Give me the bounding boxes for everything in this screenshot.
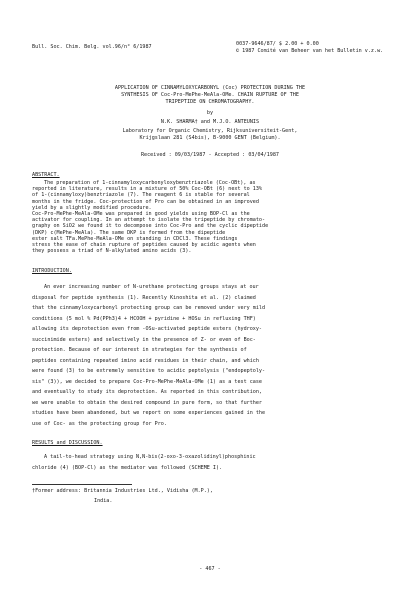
intro-line: we were unable to obtain the desired compound in pure form, so that further [32, 399, 263, 406]
page-number: - 467 - [199, 566, 221, 572]
abstract-line: they possess a triad of N-alkylated amino acids (3). [32, 248, 192, 255]
intro-line: use of Coc- as the protecting group for Pro. [32, 420, 167, 427]
title-block [0, 85, 420, 106]
abstract-line: stress the ease of chain rupture of peptides caused by acidic agents when [32, 242, 256, 249]
abstract-line: of 1-(cinnamyloxy)benztriazole (7). The reagent 6 is stable for several [32, 192, 250, 199]
intro-line: studies have been abandoned, but we report on some experiences gained in the [32, 410, 266, 416]
abstract-line: The preparation of 1-cinnamyloxycarbonyloxybenztriazole (Coc-OBt), as [44, 180, 256, 186]
results-body [32, 452, 390, 473]
intro-line: were found (3) to be extremely sensitive to acidic peptolysis ("endopeptoly- [32, 368, 266, 374]
title-line-3: TRIPEPTIDE ON CHROMATOGRAPHY. [165, 99, 255, 106]
results-line: A tail-to-head strategy using N,N-bis(2-oxo-3-oxazolidinyl)phosphinic [44, 454, 256, 460]
footnote-line-1: †Former address: Britannia Industries Ltd., Vidisha (M.P.), [32, 488, 213, 494]
abstract-line: reported in literature, results in a mixture of 50% Coc-OBt (6) next to 13% [32, 186, 263, 193]
results-line: chloride (4) (BOP-Cl) as the mediator was followed (SCHEME I). [32, 464, 223, 471]
abstract-line: graphy on SiO2 we found it to decompose into Coc-Pro and the cyclic dipeptide [32, 223, 269, 230]
footnote-rule [32, 484, 132, 485]
intro-line: that the cinnamyloxycarbonyl protecting group can be removed under very mild [32, 305, 266, 311]
intro-line: disposal for peptide synthesis (1). Recently Kinoshita et al. (2) claimed [32, 294, 256, 301]
authors: N.K. SHARMA† and M.J.O. ANTEUNIS [160, 119, 260, 125]
intro-line: An ever increasing number of N-urethane protecting groups stays at our [44, 284, 259, 290]
abstract-heading: ABSTRACT. [32, 172, 60, 178]
abstract-line: ester salt TFa.MePhe-MeAla-OMe on standing in CDCl3. These findings [32, 235, 238, 242]
intro-line: allowing its deprotection even from -OSu-activated peptide esters (hydroxy- [32, 326, 263, 332]
journal-reference: Bull. Soc. Chim. Belg. vol.96/n° 6/1987 [32, 44, 152, 50]
abstract-line: (DKP) c(MePhe-MeAla). The same DKP is formed from the dipeptide [32, 229, 226, 236]
title-line-1: APPLICATION OF CINNAMYLOXYCARBONYL (Coc) PROTECTION DURING THE [114, 85, 306, 91]
intro-line: conditions (5 mol % Pd(PPh3)4 + HCOOH + pyridine + HOSu in refluxing THF) [32, 315, 256, 322]
copyright-notice: © 1987 Comité van Beheer van het Bulletin v.z.w. [236, 48, 384, 54]
received-accepted-dates: Received : 09/03/1987 - Accepted : 03/04/1987 [140, 152, 279, 158]
title-line-2: SYNTHESIS OF Coc-Pro-MePhe-MeAla-OMe. CHAIN RUPTURE OF THE [121, 92, 299, 99]
results-heading: RESULTS and DISCUSSION. [32, 440, 103, 446]
abstract-line: Coc-Pro-MePhe-MeAla-OMe was prepared in good yields using BOP-Cl as the [32, 211, 250, 218]
affiliation-line-1: Laboratory for Organic Chemistry, Rijksuniversiteit-Gent, [122, 128, 298, 134]
introduction-body [32, 282, 390, 429]
intro-line: and eventually to study its deprotection. As reported in this contribution, [32, 389, 263, 395]
abstract-line: months in the fridge. Coc-protection of Pro can be obtained in an improved [32, 198, 259, 205]
affiliation [0, 128, 420, 141]
introduction-heading: INTRODUCTION. [32, 268, 72, 274]
affiliation-line-2: Krijgslaan 281 (S4bis), B-9000 GENT (Belgium). [139, 135, 281, 142]
abstract-line: yield by a slightly modified procedure. [32, 204, 152, 211]
footnote [32, 488, 213, 504]
abstract-body [32, 180, 390, 254]
abstract-line: activator for coupling. In an attempt to isolate the tripeptide by chromato- [32, 217, 266, 224]
footnote-line-2: India. [94, 498, 113, 505]
intro-line: protection. Because of our interest in strategies for the synthesis of [32, 347, 247, 353]
byline: by [206, 110, 214, 116]
issn-code: 0037-9646/87/ $ 2.00 + 0.00 [236, 41, 319, 47]
intro-line: peptides containing repeated imino acid residues in their chain, and which [32, 357, 259, 364]
intro-line: succinimide esters) and selectively in the presence of Z- or even of Boc- [32, 336, 256, 343]
intro-line: sis" (3)), we decided to prepare Coc-Pro-MePhe-MeAla-OMe (1) as a test case [32, 378, 263, 385]
